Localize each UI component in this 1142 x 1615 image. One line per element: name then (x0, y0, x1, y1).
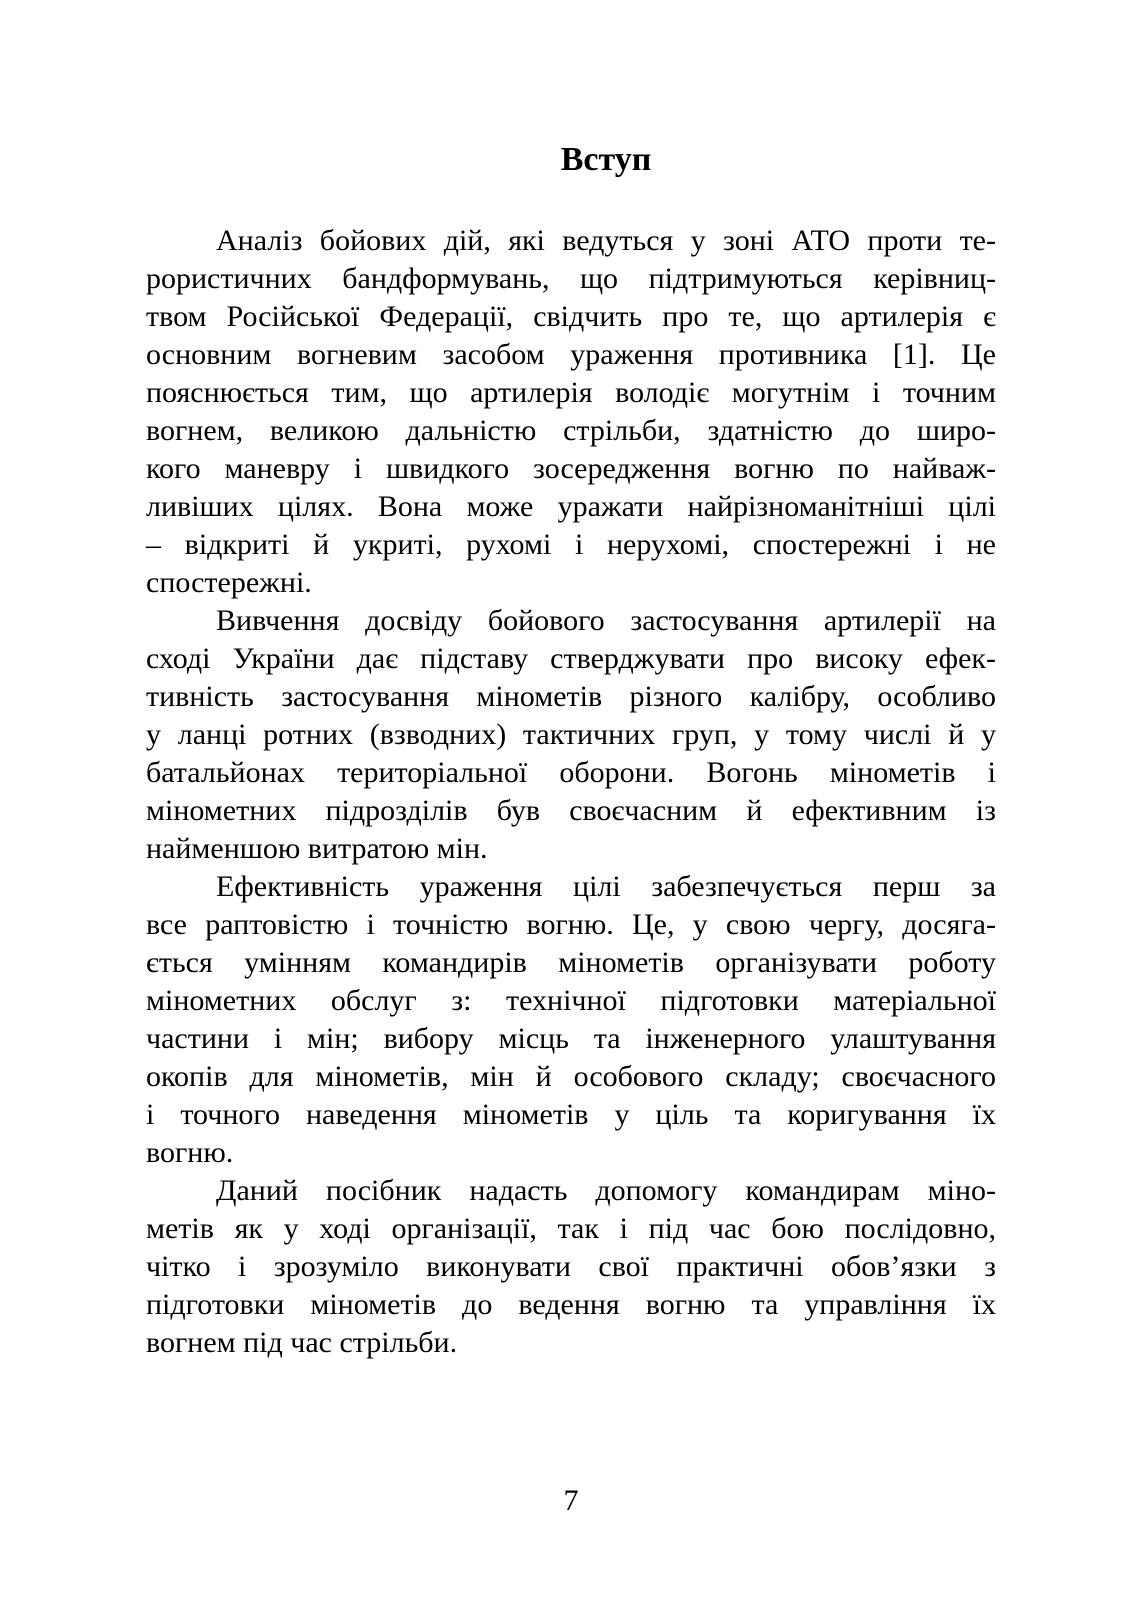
paragraph (146, 602, 996, 868)
text-line: вогнем під час стрільби. (146, 1326, 458, 1359)
text-line: вогню. (146, 1136, 234, 1169)
page-title: Вступ (560, 141, 652, 178)
text-line: батальйонах територіальної оборони. Вогонь мінометів і (146, 756, 996, 789)
body-text (146, 222, 996, 1362)
text-line: пояснюється тим, що артилерія володіє могутнім і точним (146, 376, 996, 409)
text-line: мінометних підрозділів був своєчасним й ефективним із (146, 794, 996, 827)
text-line: ється умінням командирів мінометів організувати роботу (146, 946, 996, 979)
text-line: тивність застосування мінометів різного калібру, особливо (146, 680, 996, 713)
text-line: сході України дає підставу стверджувати про високу ефек- (146, 642, 996, 675)
text-line: рористичних бандформувань, що підтримуються керівниц- (146, 262, 996, 295)
text-line: основним вогневим засобом ураження противника [1]. Це (146, 338, 996, 371)
text-line: кого маневру і швидкого зосередження вогню по найваж- (146, 452, 996, 485)
text-line: і точного наведення мінометів у ціль та коригування їх (146, 1098, 996, 1131)
text-line: окопів для мінометів, мін й особового складу; своєчасного (146, 1060, 996, 1093)
text-line: Аналіз бойових дій, які ведуться у зоні АТО проти те- (216, 224, 996, 257)
text-line: Ефективність ураження цілі забезпечується перш за (216, 870, 996, 903)
text-line: підготовки мінометів до ведення вогню та управління їх (146, 1288, 996, 1321)
text-line: чітко і зрозуміло виконувати свої практичні обов’язки з (146, 1250, 996, 1283)
text-line: твом Російської Федерації, свідчить про те, що артилерія є (146, 300, 996, 333)
text-line: вогнем, великою дальністю стрільби, здатністю до широ- (146, 414, 996, 447)
text-line: найменшою витратою мін. (146, 832, 488, 865)
paragraph (146, 868, 996, 1172)
text-line: частини і мін; вибору місць та інженерного улаштування (146, 1022, 996, 1055)
text-line: ливіших цілях. Вона може уражати найрізноманітніші цілі (146, 490, 996, 523)
paragraph (146, 1172, 996, 1362)
text-line: Даний посібник надасть допомогу командирам міно- (216, 1174, 996, 1207)
text-line: Вивчення досвіду бойового застосування артилерії на (216, 604, 996, 637)
text-line: спостережні. (146, 566, 312, 599)
paragraph (146, 222, 996, 602)
page-number: 7 (563, 1484, 579, 1517)
text-line: все раптовістю і точністю вогню. Це, у свою чергу, досяга- (146, 908, 996, 941)
text-line: у ланці ротних (взводних) тактичних груп, у тому числі й у (146, 718, 996, 751)
text-line: – відкриті й укриті, рухомі і нерухомі, спостережні і не (146, 528, 996, 561)
text-line: метів як у ході організації, так і під час бою послідовно, (146, 1212, 996, 1245)
text-line: мінометних обслуг з: технічної підготовки матеріальної (146, 984, 996, 1017)
